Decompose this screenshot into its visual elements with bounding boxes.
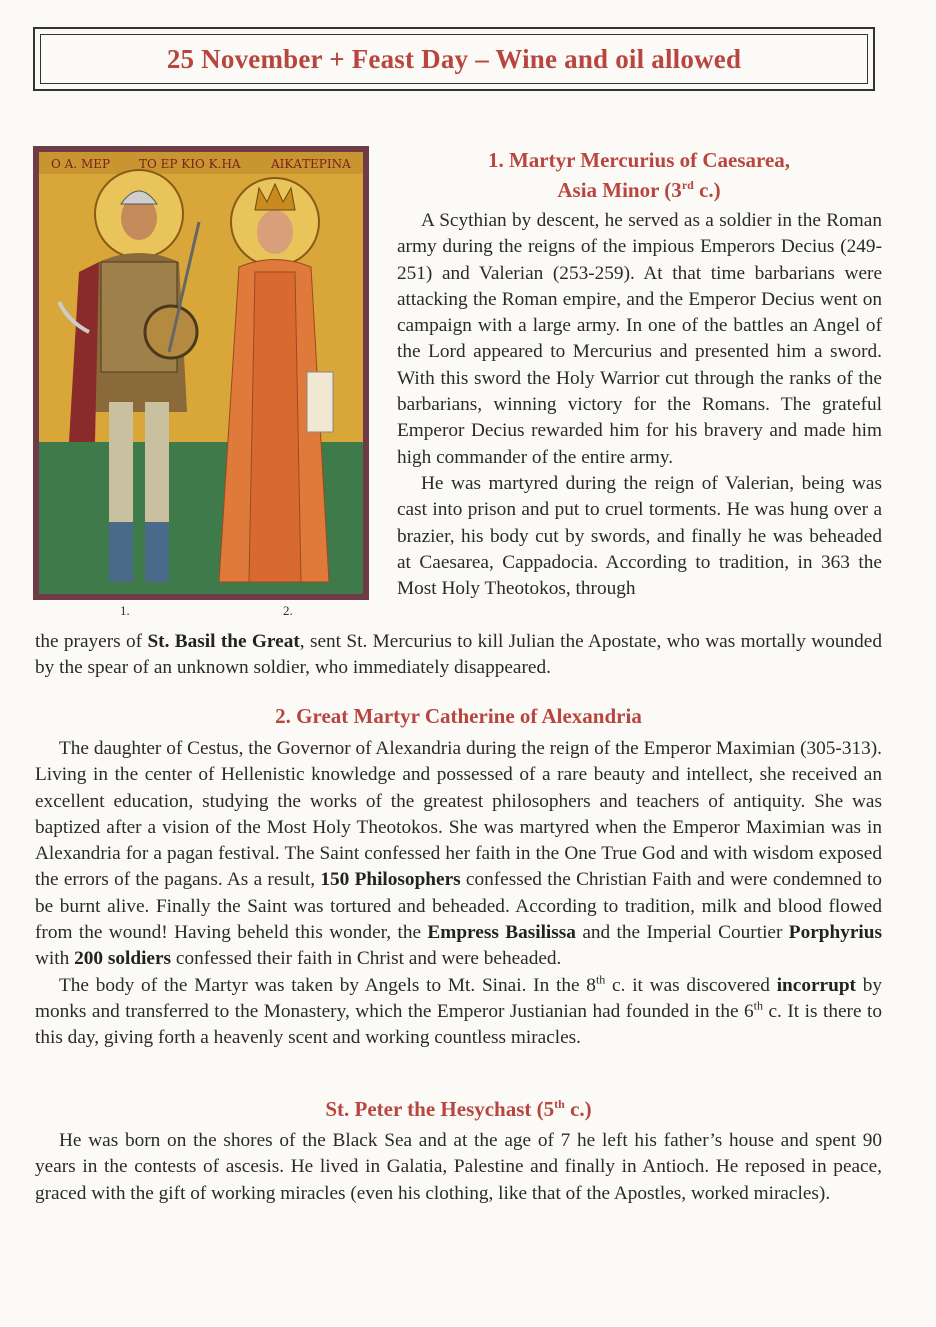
page-title: 25 November + Feast Day – Wine and oil allowed bbox=[166, 43, 742, 74]
section1-paragraph-3: the prayers of St. Basil the Great, sent St. Mercurius to kill Julian the Apostate, who was mortally wounded by the spear of an unknown soldier, who immediately disappeared. bbox=[35, 631, 882, 679]
section1-title-line2: Asia Minor (3 bbox=[557, 178, 682, 202]
saint-catherine-figure bbox=[219, 178, 333, 582]
section2-title: 2. Great Martyr Catherine of Alexandria bbox=[275, 704, 642, 728]
section1-title-sup: rd bbox=[681, 178, 694, 192]
figure-label-1: 1. bbox=[120, 603, 130, 618]
section1-body bbox=[397, 208, 882, 602]
section1-title-end: c.) bbox=[693, 178, 721, 202]
icon-inscription-mid: ΤΟ ΕΡ ΚΙΟ Κ.ΗΑ bbox=[139, 157, 241, 171]
section1-paragraph-2: He was martyred during the reign of Valerian, being was cast into prison and put to cruel torments. He was hung over a brazier, his body cut by swords, and finally he was beheaded at Caesarea, Cappadocia. According to tradition, in 363 the Most Holy Theotokos, through bbox=[397, 472, 882, 600]
icon-painting bbox=[39, 152, 363, 594]
bold-incorrupt: incorrupt bbox=[776, 974, 856, 996]
section3-body bbox=[35, 1128, 882, 1207]
bold-empress-basilissa: Empress Basilissa bbox=[427, 922, 576, 944]
icon-inscription-right: ΑΙΚΑΤΕΡΙΝΑ bbox=[271, 157, 351, 171]
section3-title: St. Peter the Hesychast (5th c.) bbox=[325, 1097, 592, 1121]
bold-porphyrius: Porphyrius bbox=[788, 922, 883, 944]
section1-body-continued bbox=[35, 629, 882, 682]
section2-body bbox=[35, 736, 882, 1052]
bold-st-basil: St. Basil the Great bbox=[147, 631, 300, 652]
saints-icon-image bbox=[33, 146, 369, 600]
header-box bbox=[33, 27, 875, 91]
section2-paragraph-1: The daughter of Cestus, the Governor of Alexandria during the reign of the Emperor Maximian (305-313). Living in the center of Hellenistic knowledge and possessed of a rare beauty and intellect, she received an excellent education, studying the works of the greatest philosophers and teachers of antiquity. She was baptized after a vision of the Most Holy Theotokos. She was martyred when the Emperor Maximian was in Alexandria for a pagan festival. The Saint confessed her faith in the One True God and with wisdom exposed the errors of the pagans. As a result, 150 Philosophers confessed the Christian Faith and were condemned to be burnt alive. Finally the Saint was tortured and beheaded. According to tradition, milk and blood flowed from the wound! Having beheld this wonder, the Empress Basilissa and the Imperial Courtier Porphyrius with 200 soldiers confessed their faith in Christ and were beheaded. bbox=[35, 738, 883, 970]
figure-label-2: 2. bbox=[283, 603, 293, 618]
header-inner-frame bbox=[40, 34, 868, 84]
bold-200-soldiers: 200 soldiers bbox=[74, 948, 172, 970]
section1-paragraph-1: A Scythian by descent, he served as a soldier in the Roman army during the reigns of the impious Emperors Decius (249-251) and Valerian (253-259). At that time barbarians were attacking the Roman empire, and the Emperor Decius went on campaign with a large army. In one of the battles an Angel of the Lord appeared to Mercurius and presented him a sword. With this sword the Holy Warrior cut through the ranks of the barbarians, winning victory for the Romans. The grateful Emperor Decius rewarded him for his bravery and made him high commander of the entire army. bbox=[397, 210, 882, 468]
section1-title bbox=[396, 145, 882, 205]
section3-paragraph-1: He was born on the shores of the Black Sea and at the age of 7 he left his father’s house and spent 90 years in the contests of ascesis. He lived in Galatia, Palestine and finally in Antioch. He reposed in peace, graced with the gift of working miracles (even his clothing, like that of the Apostles, worked miracles). bbox=[35, 1130, 882, 1204]
section2-paragraph-2: The body of the Martyr was taken by Angels to Mt. Sinai. In the 8th c. it was discovered incorrupt by monks and transferred to the Monastery, which the Emperor Justianian had founded in the 6th c. It is there to this day, giving forth a heavenly scent and working countless miracles. bbox=[35, 972, 883, 1049]
icon-inscription-left: Ο Α. ΜΕΡ bbox=[51, 157, 111, 171]
bold-150-philosophers: 150 Philosophers bbox=[320, 869, 461, 891]
section1-title-line1: 1. Martyr Mercurius of Caesarea, bbox=[487, 148, 791, 172]
